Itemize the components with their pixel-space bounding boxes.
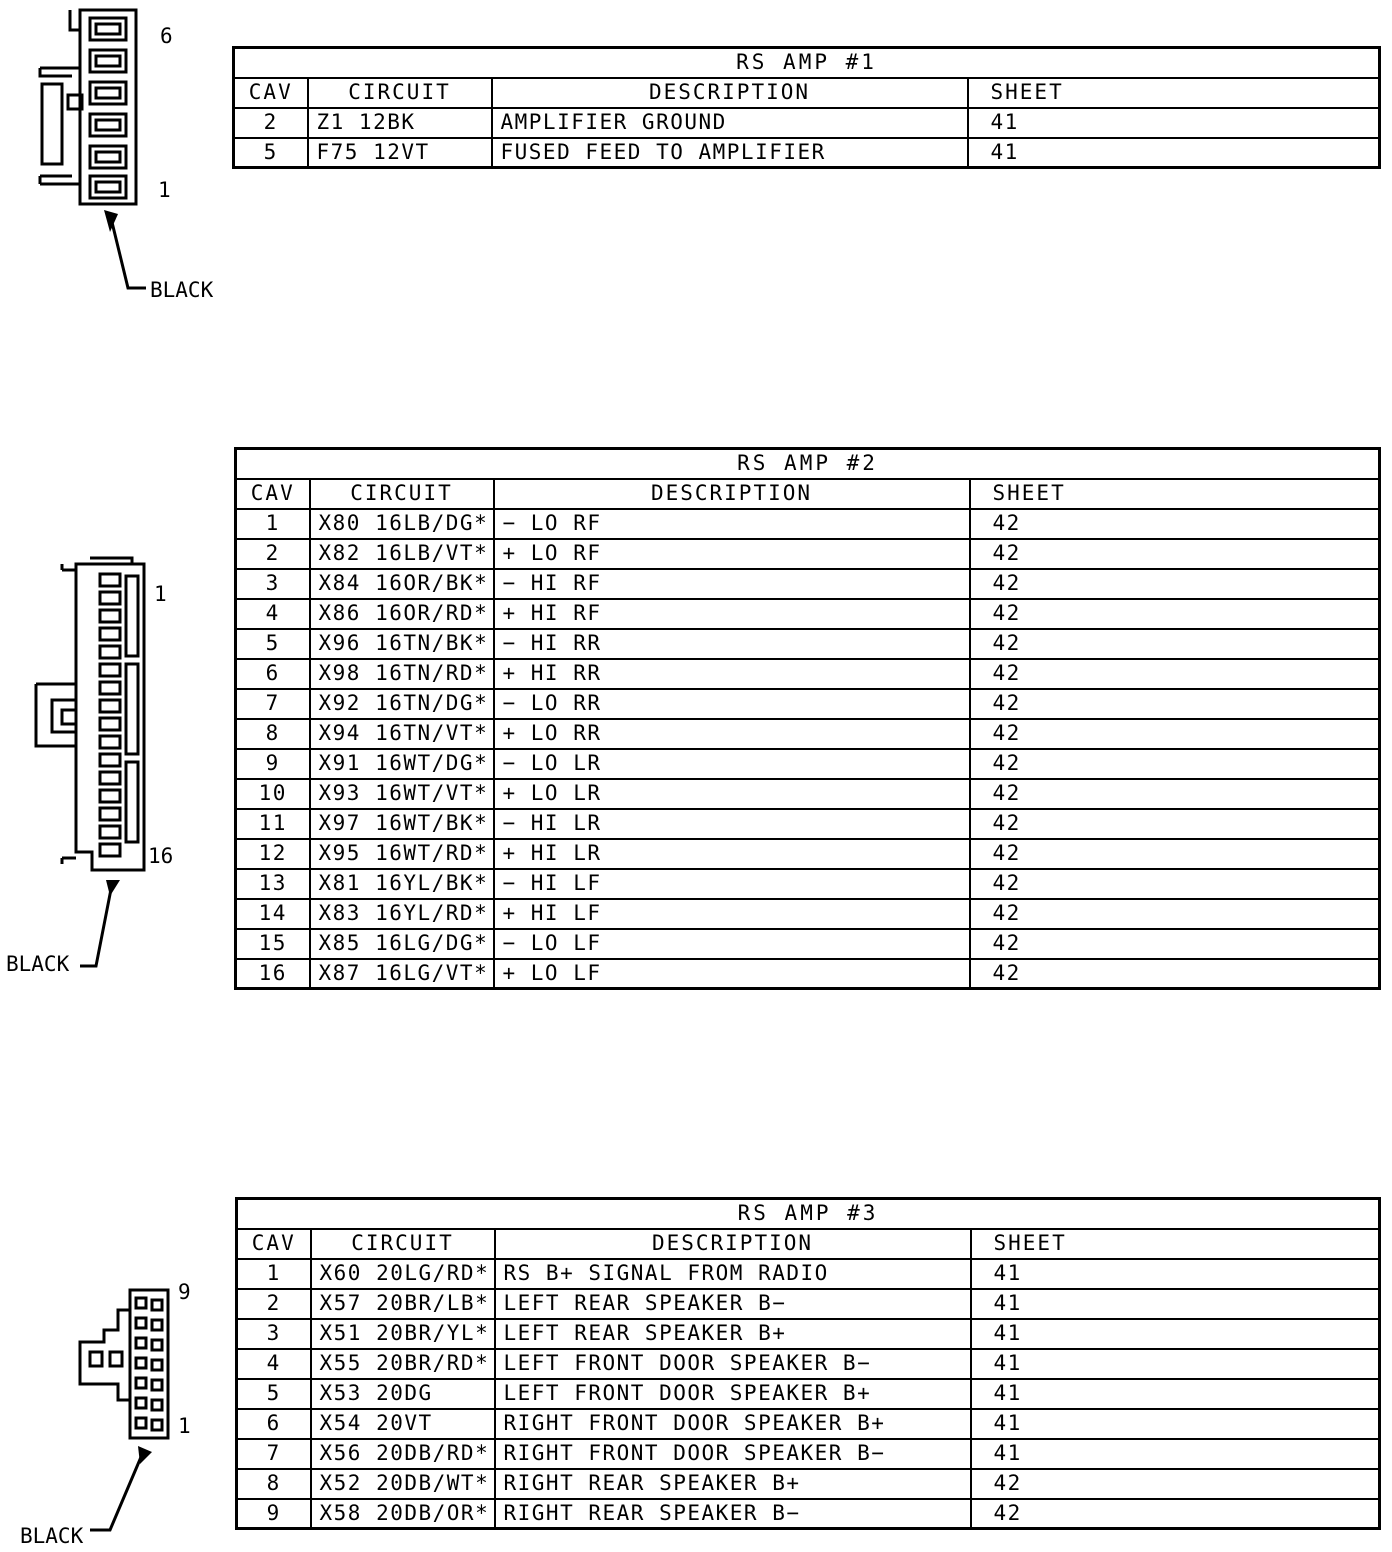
description-cell: LEFT FRONT DOOR SPEAKER B− (495, 1349, 971, 1379)
circuit-cell: X57 20BR/LB* (311, 1289, 495, 1319)
connector-amp3-drawing (0, 1270, 230, 1552)
cav-cell: 9 (236, 749, 310, 779)
table-title: RS AMP #2 (236, 449, 1380, 479)
cav-cell: 2 (236, 539, 310, 569)
sheet-cell: 41 (971, 1349, 1380, 1379)
description-cell: FUSED FEED TO AMPLIFIER (492, 138, 968, 168)
sheet-cell: 42 (970, 929, 1380, 959)
column-header-cav: CAV (234, 78, 308, 108)
sheet-cell: 42 (970, 689, 1380, 719)
description-cell: − LO RF (494, 509, 970, 539)
table-title: RS AMP #1 (234, 48, 1380, 78)
cav-cell: 3 (237, 1319, 311, 1349)
description-cell: RIGHT REAR SPEAKER B− (495, 1499, 971, 1529)
table-row (236, 509, 1380, 539)
description-cell: + LO LR (494, 779, 970, 809)
table-row (236, 929, 1380, 959)
description-cell: − HI RR (494, 629, 970, 659)
column-header-sheet: SHEET (970, 479, 1380, 509)
connector-amp2 (0, 540, 230, 990)
sheet-cell: 41 (968, 108, 1380, 138)
sheet-cell: 41 (971, 1379, 1380, 1409)
table-row (236, 779, 1380, 809)
sheet-cell: 42 (970, 569, 1380, 599)
circuit-cell: X82 16LB/VT* (310, 539, 494, 569)
description-cell: + HI LF (494, 899, 970, 929)
cav-cell: 8 (237, 1469, 311, 1499)
table-row (236, 959, 1380, 989)
circuit-cell: X96 16TN/BK* (310, 629, 494, 659)
connector-color-label: BLACK (6, 952, 70, 976)
table-row (237, 1469, 1380, 1499)
circuit-cell: Z1 12BK (308, 108, 492, 138)
column-header-description: DESCRIPTION (494, 479, 970, 509)
cav-cell: 7 (237, 1439, 311, 1469)
description-cell: RIGHT FRONT DOOR SPEAKER B− (495, 1439, 971, 1469)
table-title: RS AMP #3 (237, 1199, 1380, 1229)
connector-amp2-drawing (0, 540, 230, 990)
description-cell: − HI LF (494, 869, 970, 899)
circuit-cell: X84 16OR/BK* (310, 569, 494, 599)
cav-cell: 7 (236, 689, 310, 719)
sheet-cell: 42 (970, 839, 1380, 869)
description-cell: − HI RF (494, 569, 970, 599)
sheet-cell: 42 (970, 749, 1380, 779)
sheet-cell: 42 (970, 899, 1380, 929)
table-row (237, 1379, 1380, 1409)
circuit-cell: X60 20LG/RD* (311, 1259, 495, 1289)
connector-amp3 (0, 1270, 230, 1552)
column-header-sheet: SHEET (968, 78, 1380, 108)
connector-amp1 (0, 0, 230, 310)
circuit-cell: X92 16TN/DG* (310, 689, 494, 719)
description-cell: LEFT FRONT DOOR SPEAKER B+ (495, 1379, 971, 1409)
pin-label-high: 9 (178, 1280, 191, 1304)
pin-label-low: 16 (148, 844, 174, 868)
cav-cell: 6 (236, 659, 310, 689)
column-header-sheet: SHEET (971, 1229, 1380, 1259)
circuit-cell: X56 20DB/RD* (311, 1439, 495, 1469)
table-amp3 (235, 1197, 1381, 1530)
sheet-cell: 42 (970, 779, 1380, 809)
sheet-cell: 42 (970, 809, 1380, 839)
cav-cell: 10 (236, 779, 310, 809)
sheet-cell: 42 (970, 599, 1380, 629)
table-row (236, 599, 1380, 629)
sheet-cell: 42 (971, 1469, 1380, 1499)
cav-cell: 16 (236, 959, 310, 989)
description-cell: RS B+ SIGNAL FROM RADIO (495, 1259, 971, 1289)
table-row (236, 659, 1380, 689)
circuit-cell: X52 20DB/WT* (311, 1469, 495, 1499)
circuit-cell: X83 16YL/RD* (310, 899, 494, 929)
cav-cell: 14 (236, 899, 310, 929)
sheet-cell: 41 (971, 1319, 1380, 1349)
connector-color-label: BLACK (150, 278, 214, 302)
table-row (236, 839, 1380, 869)
circuit-cell: X91 16WT/DG* (310, 749, 494, 779)
table-row (237, 1319, 1380, 1349)
table-amp1-body (234, 48, 1380, 168)
description-cell: LEFT REAR SPEAKER B+ (495, 1319, 971, 1349)
circuit-cell: X58 20DB/OR* (311, 1499, 495, 1529)
description-cell: AMPLIFIER GROUND (492, 108, 968, 138)
description-cell: RIGHT FRONT DOOR SPEAKER B+ (495, 1409, 971, 1439)
description-cell: − LO RR (494, 689, 970, 719)
circuit-cell: X98 16TN/RD* (310, 659, 494, 689)
description-cell: − LO LR (494, 749, 970, 779)
circuit-cell: X81 16YL/BK* (310, 869, 494, 899)
sheet-cell: 42 (970, 719, 1380, 749)
table-row (237, 1349, 1380, 1379)
connector-color-label: BLACK (20, 1524, 84, 1548)
circuit-cell: X87 16LG/VT* (310, 959, 494, 989)
description-cell: + HI RR (494, 659, 970, 689)
table-row (237, 1259, 1380, 1289)
cav-cell: 2 (237, 1289, 311, 1319)
cav-cell: 5 (237, 1379, 311, 1409)
sheet-cell: 41 (971, 1289, 1380, 1319)
cav-cell: 1 (236, 509, 310, 539)
sheet-cell: 41 (971, 1409, 1380, 1439)
description-cell: LEFT REAR SPEAKER B− (495, 1289, 971, 1319)
table-row (236, 749, 1380, 779)
sheet-cell: 42 (970, 659, 1380, 689)
column-header-circuit: CIRCUIT (308, 78, 492, 108)
table-amp2-body (236, 449, 1380, 989)
column-header-description: DESCRIPTION (492, 78, 968, 108)
circuit-cell: X54 20VT (311, 1409, 495, 1439)
cav-cell: 5 (236, 629, 310, 659)
circuit-cell: X94 16TN/VT* (310, 719, 494, 749)
table-amp2 (234, 447, 1381, 990)
column-header-circuit: CIRCUIT (310, 479, 494, 509)
sheet-cell: 42 (971, 1499, 1380, 1529)
cav-cell: 1 (237, 1259, 311, 1289)
sheet-cell: 41 (968, 138, 1380, 168)
table-row (236, 809, 1380, 839)
circuit-cell: X80 16LB/DG* (310, 509, 494, 539)
circuit-cell: F75 12VT (308, 138, 492, 168)
table-row (237, 1499, 1380, 1529)
description-cell: + LO RR (494, 719, 970, 749)
sheet-cell: 42 (970, 959, 1380, 989)
table-amp3-body (237, 1199, 1380, 1529)
sheet-cell: 42 (970, 539, 1380, 569)
table-row (236, 539, 1380, 569)
circuit-cell: X53 20DG (311, 1379, 495, 1409)
cav-cell: 11 (236, 809, 310, 839)
cav-cell: 6 (237, 1409, 311, 1439)
table-row (234, 108, 1380, 138)
description-cell: + LO RF (494, 539, 970, 569)
description-cell: − LO LF (494, 929, 970, 959)
sheet-cell: 42 (970, 869, 1380, 899)
circuit-cell: X86 16OR/RD* (310, 599, 494, 629)
table-row (236, 629, 1380, 659)
column-header-circuit: CIRCUIT (311, 1229, 495, 1259)
table-row (237, 1439, 1380, 1469)
circuit-cell: X93 16WT/VT* (310, 779, 494, 809)
description-cell: + HI LR (494, 839, 970, 869)
cav-cell: 13 (236, 869, 310, 899)
table-row (236, 719, 1380, 749)
sheet-cell: 41 (971, 1439, 1380, 1469)
cav-cell: 2 (234, 108, 308, 138)
table-row (236, 899, 1380, 929)
description-cell: + HI RF (494, 599, 970, 629)
table-row (236, 569, 1380, 599)
table-row (237, 1289, 1380, 1319)
table-row (236, 689, 1380, 719)
circuit-cell: X51 20BR/YL* (311, 1319, 495, 1349)
column-header-description: DESCRIPTION (495, 1229, 971, 1259)
circuit-cell: X97 16WT/BK* (310, 809, 494, 839)
pin-label-low: 1 (178, 1414, 191, 1438)
pin-label-high: 6 (160, 24, 173, 48)
sheet-cell: 42 (970, 509, 1380, 539)
cav-cell: 5 (234, 138, 308, 168)
circuit-cell: X95 16WT/RD* (310, 839, 494, 869)
column-header-cav: CAV (237, 1229, 311, 1259)
description-cell: + LO LF (494, 959, 970, 989)
table-row (237, 1409, 1380, 1439)
connector-amp1-drawing (0, 0, 230, 310)
sheet-cell: 41 (971, 1259, 1380, 1289)
description-cell: RIGHT REAR SPEAKER B+ (495, 1469, 971, 1499)
cav-cell: 15 (236, 929, 310, 959)
cav-cell: 3 (236, 569, 310, 599)
table-amp1 (232, 46, 1381, 169)
table-row (236, 869, 1380, 899)
circuit-cell: X85 16LG/DG* (310, 929, 494, 959)
circuit-cell: X55 20BR/RD* (311, 1349, 495, 1379)
cav-cell: 4 (237, 1349, 311, 1379)
cav-cell: 9 (237, 1499, 311, 1529)
pin-label-high: 1 (154, 582, 167, 606)
sheet-cell: 42 (970, 629, 1380, 659)
cav-cell: 8 (236, 719, 310, 749)
cav-cell: 12 (236, 839, 310, 869)
pin-label-low: 1 (158, 178, 171, 202)
description-cell: − HI LR (494, 809, 970, 839)
cav-cell: 4 (236, 599, 310, 629)
column-header-cav: CAV (236, 479, 310, 509)
table-row (234, 138, 1380, 168)
